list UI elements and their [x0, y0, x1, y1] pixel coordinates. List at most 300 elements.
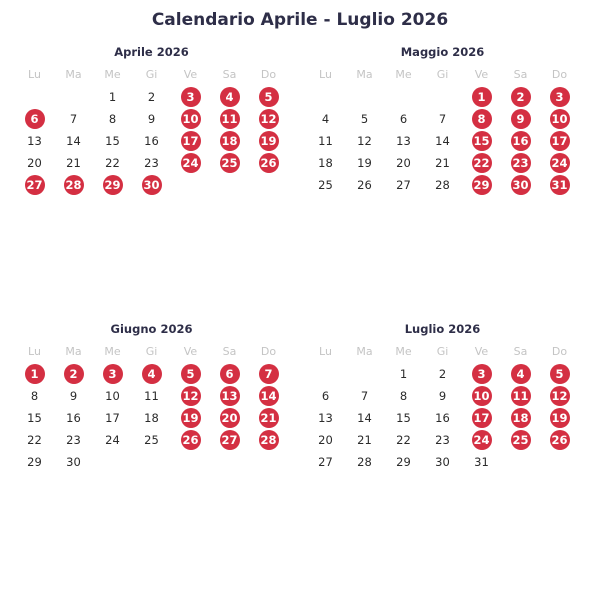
empty-day-cell	[210, 174, 249, 196]
weekday-label: Me	[104, 345, 121, 358]
highlighted-day[interactable]	[540, 152, 579, 174]
weekday-label: Gi	[145, 345, 158, 358]
day-number: 8	[108, 112, 117, 126]
calendar-day[interactable]	[306, 429, 345, 451]
day-number: 20	[318, 433, 333, 447]
day-number: 19	[550, 408, 570, 428]
day-number: 11	[220, 109, 240, 129]
highlighted-day[interactable]	[210, 407, 249, 429]
week-row	[306, 407, 579, 429]
highlighted-day[interactable]	[54, 363, 93, 385]
day-number: 15	[105, 134, 120, 148]
calendar-day[interactable]	[15, 429, 54, 451]
day-number: 22	[396, 433, 411, 447]
highlighted-day[interactable]	[540, 363, 579, 385]
weekday-label: Ve	[474, 345, 489, 358]
week-row	[306, 174, 579, 196]
day-number: 24	[105, 433, 120, 447]
highlighted-day[interactable]	[132, 174, 171, 196]
week-row	[306, 429, 579, 451]
empty-day-cell	[306, 86, 345, 108]
day-number: 4	[511, 364, 531, 384]
highlighted-day[interactable]	[501, 86, 540, 108]
day-number: 31	[474, 455, 489, 469]
weekday-header	[15, 341, 288, 363]
week-row	[306, 363, 579, 385]
day-number: 25	[220, 153, 240, 173]
weekday-label: Ve	[183, 68, 198, 81]
highlighted-day[interactable]	[540, 108, 579, 130]
weekday-header	[306, 341, 579, 363]
week-row	[15, 108, 288, 130]
calendar-day[interactable]	[15, 152, 54, 174]
day-number: 17	[550, 131, 570, 151]
highlighted-day[interactable]	[15, 363, 54, 385]
empty-day-cell	[501, 451, 540, 473]
day-number: 30	[511, 175, 531, 195]
highlighted-day[interactable]	[210, 130, 249, 152]
calendar-day[interactable]	[306, 451, 345, 473]
day-number: 4	[321, 112, 330, 126]
calendar-day[interactable]	[345, 152, 384, 174]
day-number: 15	[472, 131, 492, 151]
day-number: 10	[472, 386, 492, 406]
day-number: 23	[144, 156, 159, 170]
day-number: 26	[181, 430, 201, 450]
day-number: 9	[147, 112, 156, 126]
day-number: 10	[181, 109, 201, 129]
calendar-day[interactable]	[54, 130, 93, 152]
day-number: 17	[472, 408, 492, 428]
week-row	[15, 86, 288, 108]
day-number: 3	[181, 87, 201, 107]
calendar-day[interactable]	[423, 407, 462, 429]
day-number: 9	[438, 389, 447, 403]
day-number: 6	[321, 389, 330, 403]
calendar-day[interactable]	[345, 451, 384, 473]
calendar-day[interactable]	[93, 385, 132, 407]
day-number: 3	[103, 364, 123, 384]
day-number: 10	[105, 389, 120, 403]
day-number: 14	[66, 134, 81, 148]
day-number: 26	[259, 153, 279, 173]
calendar-day[interactable]	[132, 407, 171, 429]
weekday-label: Do	[260, 68, 277, 81]
weekday-label: Gi	[436, 345, 449, 358]
day-number: 17	[181, 131, 201, 151]
calendar-day[interactable]	[306, 130, 345, 152]
week-row	[15, 130, 288, 152]
day-number: 27	[25, 175, 45, 195]
calendar-day[interactable]	[93, 429, 132, 451]
highlighted-day[interactable]	[462, 407, 501, 429]
calendar-day[interactable]	[384, 385, 423, 407]
calendar-day[interactable]	[423, 429, 462, 451]
highlighted-day[interactable]	[249, 130, 288, 152]
weekday-label: Gi	[436, 68, 449, 81]
day-number: 3	[472, 364, 492, 384]
day-number: 16	[511, 131, 531, 151]
day-number: 6	[220, 364, 240, 384]
highlighted-day[interactable]	[501, 385, 540, 407]
day-number: 15	[396, 411, 411, 425]
calendar-day[interactable]	[384, 429, 423, 451]
empty-day-cell	[132, 451, 171, 473]
day-number: 22	[472, 153, 492, 173]
week-row	[15, 385, 288, 407]
highlighted-day[interactable]	[210, 152, 249, 174]
calendar-day[interactable]	[93, 152, 132, 174]
calendar-day[interactable]	[423, 174, 462, 196]
calendar-day[interactable]	[345, 130, 384, 152]
highlighted-day[interactable]	[462, 130, 501, 152]
highlighted-day[interactable]	[210, 363, 249, 385]
calendar-day[interactable]	[54, 407, 93, 429]
day-number: 16	[144, 134, 159, 148]
weekday-label: Ve	[183, 345, 198, 358]
weekday-label: Ma	[356, 345, 373, 358]
day-number: 26	[550, 430, 570, 450]
day-number: 7	[438, 112, 447, 126]
day-number: 28	[435, 178, 450, 192]
day-number: 29	[103, 175, 123, 195]
calendar-day[interactable]	[54, 385, 93, 407]
highlighted-day[interactable]	[132, 363, 171, 385]
highlighted-day[interactable]	[171, 108, 210, 130]
day-number: 13	[27, 134, 42, 148]
calendar-day[interactable]	[462, 451, 501, 473]
calendar-day[interactable]	[306, 152, 345, 174]
day-number: 7	[360, 389, 369, 403]
highlighted-day[interactable]	[462, 108, 501, 130]
day-number: 21	[259, 408, 279, 428]
day-number: 9	[69, 389, 78, 403]
highlighted-day[interactable]	[171, 363, 210, 385]
day-number: 24	[472, 430, 492, 450]
highlighted-day[interactable]	[249, 429, 288, 451]
calendar-day[interactable]	[132, 152, 171, 174]
calendar-day[interactable]	[423, 152, 462, 174]
highlighted-day[interactable]	[249, 385, 288, 407]
calendar-day[interactable]	[423, 385, 462, 407]
day-number: 10	[550, 109, 570, 129]
day-number: 3	[550, 87, 570, 107]
highlighted-day[interactable]	[171, 130, 210, 152]
calendar-day[interactable]	[54, 429, 93, 451]
calendar-day[interactable]	[93, 130, 132, 152]
day-number: 13	[318, 411, 333, 425]
week-row	[15, 451, 288, 473]
day-number: 21	[435, 156, 450, 170]
calendar-day[interactable]	[93, 108, 132, 130]
day-number: 1	[25, 364, 45, 384]
calendar-day[interactable]	[423, 130, 462, 152]
day-number: 4	[220, 87, 240, 107]
day-number: 28	[64, 175, 84, 195]
highlighted-day[interactable]	[540, 407, 579, 429]
week-row	[306, 86, 579, 108]
calendar-day[interactable]	[384, 363, 423, 385]
day-number: 1	[399, 367, 408, 381]
calendar-day[interactable]	[132, 130, 171, 152]
day-number: 2	[511, 87, 531, 107]
empty-day-cell	[345, 86, 384, 108]
day-number: 5	[181, 364, 201, 384]
day-number: 20	[220, 408, 240, 428]
calendar-day[interactable]	[306, 407, 345, 429]
calendar-day[interactable]	[384, 108, 423, 130]
calendar-day[interactable]	[54, 152, 93, 174]
empty-day-cell	[345, 363, 384, 385]
calendar-day[interactable]	[15, 451, 54, 473]
highlighted-day[interactable]	[462, 363, 501, 385]
highlighted-day[interactable]	[462, 429, 501, 451]
day-number: 5	[259, 87, 279, 107]
empty-day-cell	[171, 174, 210, 196]
highlighted-day[interactable]	[462, 385, 501, 407]
empty-day-cell	[540, 451, 579, 473]
highlighted-day[interactable]	[210, 86, 249, 108]
day-number: 13	[220, 386, 240, 406]
day-number: 27	[318, 455, 333, 469]
day-number: 28	[357, 455, 372, 469]
day-number: 8	[472, 109, 492, 129]
highlighted-day[interactable]	[249, 363, 288, 385]
calendar-day[interactable]	[423, 363, 462, 385]
day-number: 25	[144, 433, 159, 447]
day-number: 11	[144, 389, 159, 403]
calendar-day[interactable]	[384, 130, 423, 152]
day-number: 31	[550, 175, 570, 195]
day-number: 2	[147, 90, 156, 104]
day-number: 2	[438, 367, 447, 381]
day-number: 29	[27, 455, 42, 469]
highlighted-day[interactable]	[93, 174, 132, 196]
week-row	[15, 174, 288, 196]
highlighted-day[interactable]	[93, 363, 132, 385]
week-row	[15, 152, 288, 174]
calendar-day[interactable]	[54, 451, 93, 473]
calendar-day[interactable]	[345, 429, 384, 451]
calendar-day[interactable]	[132, 385, 171, 407]
calendar-day[interactable]	[345, 385, 384, 407]
highlighted-day[interactable]	[540, 385, 579, 407]
day-number: 11	[318, 134, 333, 148]
empty-day-cell	[93, 451, 132, 473]
highlighted-day[interactable]	[540, 174, 579, 196]
highlighted-day[interactable]	[462, 152, 501, 174]
day-number: 6	[399, 112, 408, 126]
highlighted-day[interactable]	[501, 429, 540, 451]
calendar-day[interactable]	[132, 108, 171, 130]
day-number: 18	[220, 131, 240, 151]
month-title: Maggio 2026	[400, 45, 485, 59]
calendar-day[interactable]	[345, 174, 384, 196]
highlighted-day[interactable]	[501, 174, 540, 196]
day-number: 26	[357, 178, 372, 192]
weekday-label: Sa	[222, 345, 237, 358]
empty-day-cell	[306, 363, 345, 385]
highlighted-day[interactable]	[249, 152, 288, 174]
highlighted-day[interactable]	[210, 429, 249, 451]
week-row	[15, 363, 288, 385]
day-number: 20	[27, 156, 42, 170]
weekday-label: Do	[551, 345, 568, 358]
day-number: 22	[27, 433, 42, 447]
highlighted-day[interactable]	[501, 407, 540, 429]
day-number: 18	[318, 156, 333, 170]
highlighted-day[interactable]	[210, 385, 249, 407]
day-number: 1	[108, 90, 117, 104]
calendar-day[interactable]	[306, 174, 345, 196]
day-number: 7	[69, 112, 78, 126]
calendar-day[interactable]	[384, 152, 423, 174]
day-number: 29	[396, 455, 411, 469]
day-number: 23	[511, 153, 531, 173]
calendar-day[interactable]	[345, 108, 384, 130]
day-number: 6	[25, 109, 45, 129]
day-number: 25	[318, 178, 333, 192]
day-number: 16	[66, 411, 81, 425]
highlighted-day[interactable]	[501, 130, 540, 152]
weekday-label: Sa	[513, 68, 528, 81]
empty-day-cell	[210, 451, 249, 473]
month-title: Giugno 2026	[110, 322, 193, 336]
day-number: 5	[550, 364, 570, 384]
calendar-day[interactable]	[306, 385, 345, 407]
calendar-day[interactable]	[384, 174, 423, 196]
day-number: 9	[511, 109, 531, 129]
weekday-label: Do	[551, 68, 568, 81]
highlighted-day[interactable]	[210, 108, 249, 130]
weekday-label: Lu	[319, 345, 332, 358]
day-number: 16	[435, 411, 450, 425]
day-number: 24	[181, 153, 201, 173]
highlighted-day[interactable]	[501, 108, 540, 130]
highlighted-day[interactable]	[540, 86, 579, 108]
week-row	[15, 429, 288, 451]
calendar-day[interactable]	[15, 130, 54, 152]
weekday-header	[15, 64, 288, 86]
day-number: 24	[550, 153, 570, 173]
day-number: 1	[472, 87, 492, 107]
day-number: 21	[66, 156, 81, 170]
empty-day-cell	[171, 451, 210, 473]
calendar-day[interactable]	[93, 86, 132, 108]
weekday-label: Sa	[222, 68, 237, 81]
day-number: 12	[550, 386, 570, 406]
day-number: 20	[396, 156, 411, 170]
weekday-label: Ma	[65, 68, 82, 81]
day-number: 23	[66, 433, 81, 447]
day-number: 27	[220, 430, 240, 450]
day-number: 19	[259, 131, 279, 151]
highlighted-day[interactable]	[171, 429, 210, 451]
weekday-label: Ma	[65, 345, 82, 358]
day-number: 21	[357, 433, 372, 447]
day-number: 15	[27, 411, 42, 425]
calendar-day[interactable]	[306, 108, 345, 130]
weekday-header	[306, 64, 579, 86]
calendar-day[interactable]	[15, 385, 54, 407]
day-number: 18	[144, 411, 159, 425]
week-row	[306, 152, 579, 174]
day-number: 14	[435, 134, 450, 148]
week-row	[306, 451, 579, 473]
month-title: Luglio 2026	[404, 322, 481, 336]
calendar-day[interactable]	[15, 407, 54, 429]
day-number: 19	[357, 156, 372, 170]
highlighted-day[interactable]	[462, 86, 501, 108]
day-number: 11	[511, 386, 531, 406]
calendar-day[interactable]	[54, 108, 93, 130]
weekday-label: Sa	[513, 345, 528, 358]
day-number: 27	[396, 178, 411, 192]
day-number: 23	[435, 433, 450, 447]
highlighted-day[interactable]	[462, 174, 501, 196]
calendar-day[interactable]	[132, 86, 171, 108]
highlighted-day[interactable]	[540, 130, 579, 152]
highlighted-day[interactable]	[501, 152, 540, 174]
weekday-label: Me	[104, 68, 121, 81]
day-number: 30	[66, 455, 81, 469]
highlighted-day[interactable]	[15, 174, 54, 196]
day-number: 28	[259, 430, 279, 450]
highlighted-day[interactable]	[540, 429, 579, 451]
highlighted-day[interactable]	[171, 86, 210, 108]
empty-day-cell	[249, 174, 288, 196]
day-number: 30	[435, 455, 450, 469]
empty-day-cell	[423, 86, 462, 108]
calendar-day[interactable]	[423, 108, 462, 130]
calendar-day[interactable]	[132, 429, 171, 451]
day-number: 2	[64, 364, 84, 384]
day-number: 14	[357, 411, 372, 425]
weekday-label: Lu	[28, 68, 41, 81]
calendar-day[interactable]	[384, 451, 423, 473]
week-row	[306, 130, 579, 152]
highlighted-day[interactable]	[249, 407, 288, 429]
day-number: 30	[142, 175, 162, 195]
calendar-day[interactable]	[93, 407, 132, 429]
highlighted-day[interactable]	[249, 86, 288, 108]
highlighted-day[interactable]	[249, 108, 288, 130]
highlighted-day[interactable]	[171, 407, 210, 429]
weekday-label: Gi	[145, 68, 158, 81]
weekday-label: Lu	[319, 68, 332, 81]
highlighted-day[interactable]	[501, 363, 540, 385]
calendar-day[interactable]	[345, 407, 384, 429]
day-number: 19	[181, 408, 201, 428]
day-number: 18	[511, 408, 531, 428]
calendar-day[interactable]	[423, 451, 462, 473]
empty-day-cell	[54, 86, 93, 108]
highlighted-day[interactable]	[15, 108, 54, 130]
day-number: 29	[472, 175, 492, 195]
week-row	[306, 108, 579, 130]
highlighted-day[interactable]	[171, 152, 210, 174]
day-number: 12	[181, 386, 201, 406]
weekday-label: Me	[395, 345, 412, 358]
day-number: 5	[360, 112, 369, 126]
calendar-day[interactable]	[384, 407, 423, 429]
page-title: Calendario Aprile - Luglio 2026	[151, 10, 449, 30]
highlighted-day[interactable]	[171, 385, 210, 407]
day-number: 25	[511, 430, 531, 450]
empty-day-cell	[15, 86, 54, 108]
highlighted-day[interactable]	[54, 174, 93, 196]
day-number: 22	[105, 156, 120, 170]
